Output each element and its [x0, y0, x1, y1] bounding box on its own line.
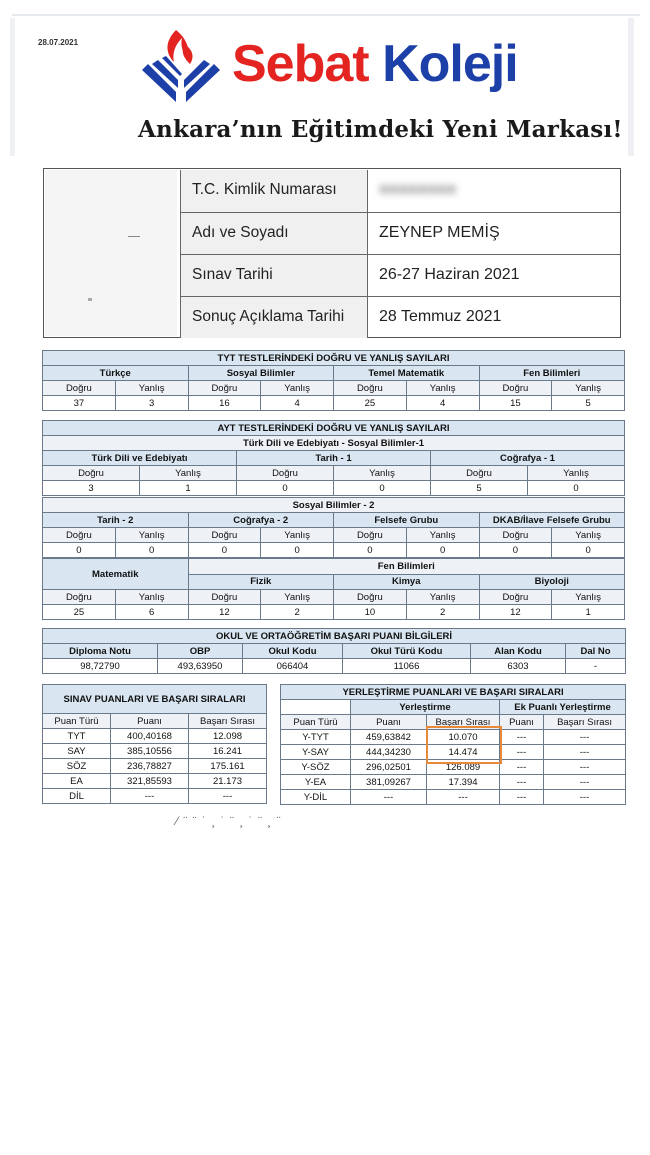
- subject-header: Felsefe Grubu: [334, 513, 480, 528]
- brand-word-koleji: Koleji: [382, 35, 518, 93]
- table-title: OKUL VE ORTAÖĞRETİM BAŞARI PUANI BİLGİLERİ: [43, 629, 626, 644]
- score-value: ---: [351, 790, 427, 805]
- value-cell: 11066: [343, 659, 471, 674]
- column-header: Alan Kodu: [471, 644, 566, 659]
- score-value: 459,63842: [351, 730, 427, 745]
- table-title: YERLEŞTİRME PUANLARI VE BAŞARI SIRALARI: [281, 685, 626, 700]
- identity-rows: [0, 170, 650, 338]
- count-cell: 15: [479, 396, 552, 411]
- score-value: 444,34230: [351, 745, 427, 760]
- table-row: [281, 775, 626, 790]
- dy-label: Doğru: [334, 590, 407, 605]
- score-value: 385,10556: [111, 744, 189, 759]
- dy-label: Yanlış: [406, 381, 479, 396]
- frame-left: [10, 18, 15, 156]
- column-header: Puan Türü: [281, 715, 351, 730]
- count-cell: 3: [43, 481, 140, 496]
- ayt-table-group3: [42, 558, 625, 620]
- column-header: Başarı Sırası: [189, 714, 267, 729]
- rank-value: ---: [427, 790, 500, 805]
- count-cell: 12: [188, 605, 261, 620]
- extra-rank-value: ---: [544, 730, 626, 745]
- count-cell: 25: [43, 605, 116, 620]
- count-cell: 25: [334, 396, 407, 411]
- score-type: EA: [43, 774, 111, 789]
- table-row: [281, 790, 626, 805]
- top-border: [12, 14, 640, 16]
- subject-header: Tarih - 1: [237, 451, 431, 466]
- dy-label: Doğru: [43, 466, 140, 481]
- dy-label: Doğru: [43, 528, 116, 543]
- dy-label: Yanlış: [115, 528, 188, 543]
- dy-label: Yanlış: [406, 590, 479, 605]
- rank-value: 10.070: [427, 730, 500, 745]
- subject-header: Tarih - 2: [43, 513, 189, 528]
- count-cell: 5: [552, 396, 625, 411]
- dy-label: Yanlış: [115, 381, 188, 396]
- value-cell: 98,72790: [43, 659, 158, 674]
- dy-label: Doğru: [479, 381, 552, 396]
- column-header: Puan Türü: [43, 714, 111, 729]
- group-header: Sosyal Bilimler - 2: [43, 498, 625, 513]
- subject-header: Temel Matematik: [334, 366, 480, 381]
- table-row: [43, 789, 267, 804]
- score-type: Y-TYT: [281, 730, 351, 745]
- rank-value: 16.241: [189, 744, 267, 759]
- identity-row-result-date: [180, 296, 620, 338]
- extra-rank-value: ---: [544, 745, 626, 760]
- subject-header: Fizik: [188, 574, 334, 590]
- dy-label: Doğru: [237, 466, 334, 481]
- score-type: SAY: [43, 744, 111, 759]
- slogan: Ankara’nın Eğitimdeki Yeni Markası!: [138, 116, 623, 143]
- dy-label: Yanlış: [261, 381, 334, 396]
- count-cell: 0: [261, 543, 334, 558]
- score-value: 321,85593: [111, 774, 189, 789]
- dy-label: Yanlış: [552, 528, 625, 543]
- count-cell: 4: [406, 396, 479, 411]
- table-title: AYT TESTLERİNDEKİ DOĞRU VE YANLIŞ SAYILARI: [43, 421, 625, 436]
- document-date: 28.07.2021: [38, 38, 79, 47]
- identity-label: Adı ve Soyadı: [180, 213, 368, 254]
- identity-label: T.C. Kimlik Numarası: [180, 170, 368, 212]
- score-type: Y-DİL: [281, 790, 351, 805]
- column-header: Dal No: [566, 644, 626, 659]
- extra-rank-value: ---: [544, 760, 626, 775]
- ayt-table-group1: [42, 420, 625, 496]
- count-cell: 0: [43, 543, 116, 558]
- subject-header: Türkçe: [43, 366, 189, 381]
- subject-header-math: Matematik: [43, 559, 189, 590]
- rank-value: 175.161: [189, 759, 267, 774]
- rank-value: 17.394: [427, 775, 500, 790]
- subject-header: Coğrafya - 2: [188, 513, 334, 528]
- tyt-table: [42, 350, 625, 411]
- rank-highlight-box: [426, 726, 502, 764]
- value-cell: -: [566, 659, 626, 674]
- identity-value-result-date: 28 Temmuz 2021: [379, 308, 502, 325]
- count-cell: 5: [431, 481, 528, 496]
- table-title: SINAV PUANLARI VE BAŞARI SIRALARI: [43, 685, 267, 714]
- rank-value: 12.098: [189, 729, 267, 744]
- score-value: 381,09267: [351, 775, 427, 790]
- dy-label: Yanlış: [261, 590, 334, 605]
- count-cell: 0: [479, 543, 552, 558]
- identity-row-name: [180, 212, 620, 254]
- column-header: Puanı: [351, 715, 427, 730]
- dy-label: Yanlış: [552, 381, 625, 396]
- score-value: 236,78827: [111, 759, 189, 774]
- identity-row-tc: [180, 170, 620, 212]
- dy-label: Doğru: [431, 466, 528, 481]
- count-cell: 0: [334, 543, 407, 558]
- count-cell: 1: [140, 481, 237, 496]
- identity-value-exam-date: 26-27 Haziran 2021: [379, 266, 520, 283]
- group-header: Fen Bilimleri: [188, 559, 625, 575]
- subject-header: DKAB/İlave Felsefe Grubu: [479, 513, 625, 528]
- count-cell: 4: [261, 396, 334, 411]
- value-cell: 493,63950: [158, 659, 243, 674]
- column-header: OBP: [158, 644, 243, 659]
- dy-label: Doğru: [43, 381, 116, 396]
- count-cell: 0: [552, 543, 625, 558]
- identity-row-exam-date: [180, 254, 620, 296]
- rank-value: ---: [189, 789, 267, 804]
- dy-label: Doğru: [188, 381, 261, 396]
- score-type: Y-EA: [281, 775, 351, 790]
- count-cell: 10: [334, 605, 407, 620]
- exam-scores-table: [42, 684, 267, 804]
- column-header: Okul Kodu: [243, 644, 343, 659]
- subheader-extra-points: Ek Puanlı Yerleştirme: [500, 700, 626, 715]
- frame-right: [628, 18, 634, 156]
- table-row: [43, 774, 267, 789]
- score-type: Y-SAY: [281, 745, 351, 760]
- school-table: [42, 628, 626, 674]
- group-header: Türk Dili ve Edebiyatı - Sosyal Bilimler-1: [43, 436, 625, 451]
- value-cell: 6303: [471, 659, 566, 674]
- score-type: Y-SÖZ: [281, 760, 351, 775]
- dy-label: Yanlış: [528, 466, 625, 481]
- identity-label: Sonuç Açıklama Tarihi: [180, 297, 368, 338]
- extra-score-value: ---: [500, 745, 544, 760]
- count-cell: 0: [188, 543, 261, 558]
- count-cell: 0: [115, 543, 188, 558]
- count-cell: 2: [261, 605, 334, 620]
- identity-value-tc: ●●●●●●●●: [379, 181, 457, 198]
- ayt-table-group2: [42, 497, 625, 558]
- column-header: Başarı Sırası: [544, 715, 626, 730]
- dy-label: Doğru: [334, 381, 407, 396]
- subject-header: Türk Dili ve Edebiyatı: [43, 451, 237, 466]
- rank-value: 126.089: [427, 760, 500, 775]
- column-header: Başarı Sırası: [427, 715, 500, 730]
- dy-label: Yanlış: [406, 528, 479, 543]
- extra-score-value: ---: [500, 790, 544, 805]
- dy-label: Yanlış: [334, 466, 431, 481]
- subject-header: Biyoloji: [479, 574, 625, 590]
- blank-cell: [281, 700, 351, 715]
- dy-label: Yanlış: [552, 590, 625, 605]
- count-cell: 2: [406, 605, 479, 620]
- table-row: [43, 729, 267, 744]
- count-cell: 0: [528, 481, 625, 496]
- extra-rank-value: ---: [544, 790, 626, 805]
- count-cell: 0: [237, 481, 334, 496]
- dy-label: Doğru: [43, 590, 116, 605]
- subject-header: Coğrafya - 1: [431, 451, 625, 466]
- count-cell: 1: [552, 605, 625, 620]
- value-cell: 066404: [243, 659, 343, 674]
- column-header: Okul Türü Kodu: [343, 644, 471, 659]
- score-type: DİL: [43, 789, 111, 804]
- flame-book-logo-icon: [136, 24, 226, 104]
- column-header: Diploma Notu: [43, 644, 158, 659]
- dy-label: Doğru: [188, 590, 261, 605]
- column-header: Puanı: [111, 714, 189, 729]
- table-row: [43, 744, 267, 759]
- count-cell: 0: [406, 543, 479, 558]
- rank-value: 14.474: [427, 745, 500, 760]
- extra-score-value: ---: [500, 775, 544, 790]
- table-row: [43, 759, 267, 774]
- dy-label: Yanlış: [115, 590, 188, 605]
- dy-label: Doğru: [479, 590, 552, 605]
- count-cell: 0: [334, 481, 431, 496]
- score-value: ---: [111, 789, 189, 804]
- extra-rank-value: ---: [544, 775, 626, 790]
- dy-label: Yanlış: [140, 466, 237, 481]
- score-type: SÖZ: [43, 759, 111, 774]
- count-cell: 37: [43, 396, 116, 411]
- identity-label: Sınav Tarihi: [180, 255, 368, 296]
- score-type: TYT: [43, 729, 111, 744]
- brand-word-sebat: Sebat: [232, 35, 369, 93]
- score-value: 296,02501: [351, 760, 427, 775]
- extra-score-value: ---: [500, 760, 544, 775]
- count-cell: 3: [115, 396, 188, 411]
- count-cell: 16: [188, 396, 261, 411]
- count-cell: 12: [479, 605, 552, 620]
- table-title: TYT TESTLERİNDEKİ DOĞRU VE YANLIŞ SAYILARI: [43, 351, 625, 366]
- identity-value-name: ZEYNEP MEMİŞ: [379, 224, 500, 241]
- subject-header: Sosyal Bilimler: [188, 366, 334, 381]
- cropped-footer-text: ⁄ ¨ ¨ ˙ ¸ ˙ ¨ ¸ ˙ ¨ ¸ ¨: [176, 814, 282, 828]
- brand-name: [232, 34, 518, 94]
- column-header: Puanı: [500, 715, 544, 730]
- count-cell: 6: [115, 605, 188, 620]
- score-value: 400,40168: [111, 729, 189, 744]
- dy-label: Yanlış: [261, 528, 334, 543]
- subject-header: Kimya: [334, 574, 480, 590]
- dy-label: Doğru: [479, 528, 552, 543]
- subheader-placement: Yerleştirme: [351, 700, 500, 715]
- extra-score-value: ---: [500, 730, 544, 745]
- dy-label: Doğru: [334, 528, 407, 543]
- subject-header: Fen Bilimleri: [479, 366, 625, 381]
- dy-label: Doğru: [188, 528, 261, 543]
- rank-value: 21.173: [189, 774, 267, 789]
